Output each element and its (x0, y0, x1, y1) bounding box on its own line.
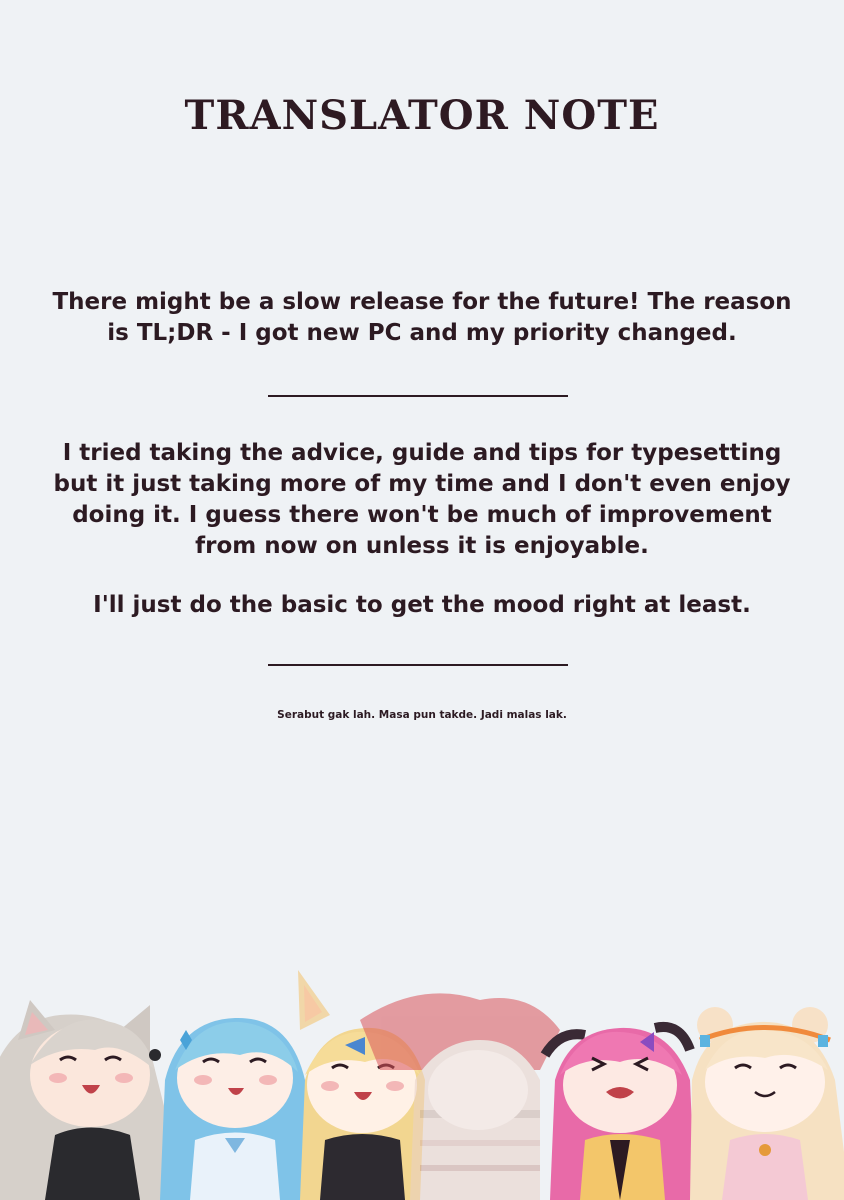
character-grey-cat-icon (0, 1000, 170, 1200)
divider-line (268, 664, 568, 666)
character-pink-hair-icon (545, 1027, 695, 1200)
divider-line (268, 395, 568, 397)
note-paragraph-basic: I'll just do the basic to get the mood right at least. (93, 592, 751, 618)
footnote-text: Serabut gak lah. Masa pun takde. Jadi malas lak. (277, 709, 567, 721)
chibi-characters-banner-icon (0, 960, 844, 1200)
page-title: TRANSLATOR NOTE (184, 92, 660, 139)
note-paragraph-typesetting: I tried taking the advice, guide and tips for typesetting but it just taking more of my time and I don't even enjoy doing it. I guess there won't be much of improvement from now on unless it is enjoyable. (53, 440, 791, 559)
note-paragraph-release: There might be a slow release for the future! The reason is TL;DR - I got new PC and my priority changed. (52, 289, 792, 346)
character-blonde-bows-icon (690, 1007, 844, 1200)
character-blue-hair-icon (160, 1018, 305, 1200)
